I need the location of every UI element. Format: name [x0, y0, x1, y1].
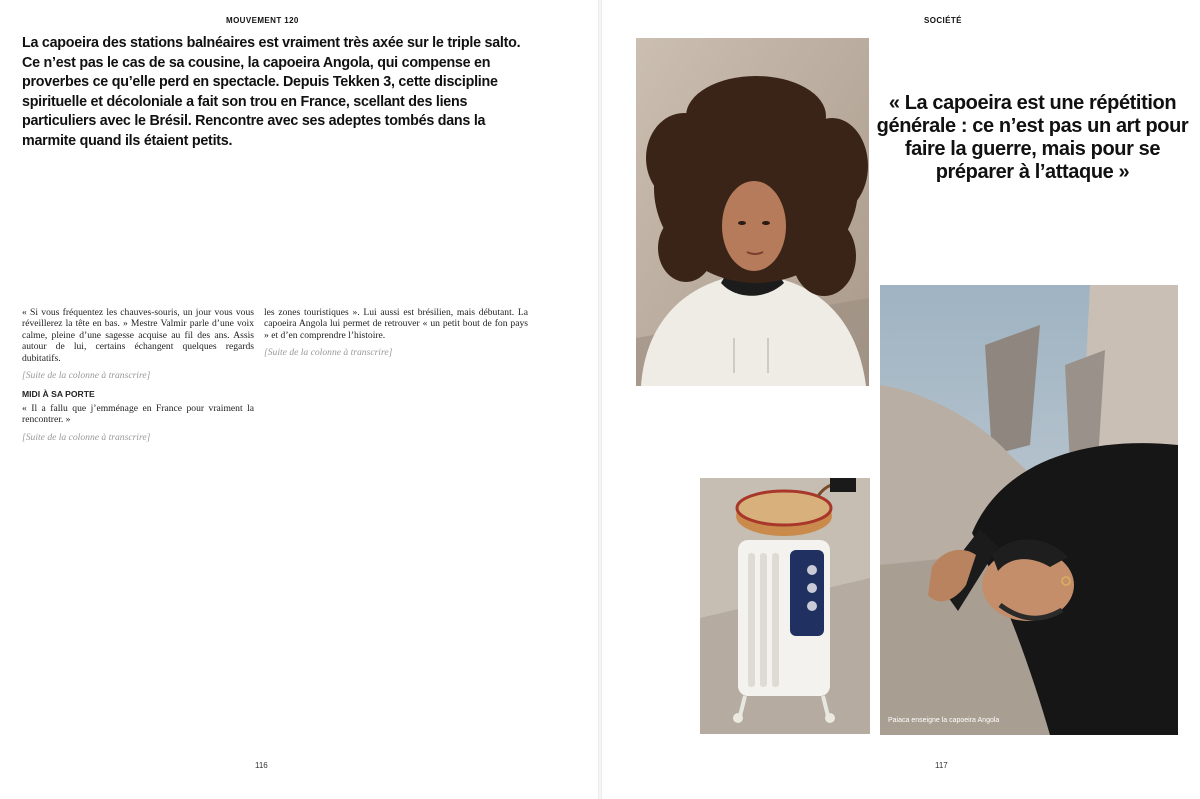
- running-head-right: SOCIÉTÉ: [924, 16, 962, 25]
- portrait-photo-woman-illustration: [636, 38, 869, 386]
- body-column-2: [264, 307, 528, 739]
- photo-caption: Paiaca enseigne la capoeira Angola: [888, 717, 1000, 724]
- portrait-photo-woman: [636, 38, 869, 386]
- photo-radiator-drum-illustration: [700, 478, 870, 734]
- photo-man-sky-illustration: [880, 285, 1178, 735]
- body-column-1: [22, 307, 254, 739]
- subhead-midi-a-sa-porte: MIDI À SA PORTE: [22, 389, 95, 400]
- pull-quote: « La capoeira est une répétition générale : ce n’est pas un art pour faire la guerre, mais pour se préparer à l’attaque »: [876, 92, 1189, 183]
- column-1-pending-note: [Suite de la colonne à transcrire]: [22, 370, 151, 382]
- photo-radiator-drum: [700, 478, 870, 734]
- column-2-pending-note: [Suite de la colonne à transcrire]: [264, 347, 393, 359]
- page-number-left: 116: [255, 761, 268, 770]
- column-1-text: « Si vous fréquentez les chauves-souris, un jour vous vous réveillerez la tête en bas. » Mestre Valmir parle d’une voix calme, pleine d’une sagesse acquise au fil des ans. Assis autour de lui, certains échangent quelques regards dubitatifs.: [22, 307, 254, 364]
- article-lead: La capoeira des stations balnéaires est vraiment très axée sur le triple salto. Ce n’est pas le cas de sa cousine, la capoeira Angola, qui compense en proverbes ce qu’elle perd en spectacle. Depuis Tekken 3, cette discipline spirituelle et décoloniale a fait son trou en France, scellant des liens particuliers avec le Brésil. Rencontre avec ses adeptes tombés dans la marmite quand ils étaient petits.: [22, 35, 521, 149]
- photo-man-sky: [880, 285, 1178, 735]
- column-1-text-after-subhead: « Il a fallu que j’emménage en France pour vraiment la rencontrer. »: [22, 402, 254, 426]
- running-head-left: MOUVEMENT 120: [226, 16, 299, 25]
- page-number-right: 117: [935, 761, 948, 770]
- left-page: [0, 0, 598, 799]
- column-1-pending-note-end: [Suite de la colonne à transcrire]: [22, 431, 151, 443]
- column-2-text: les zones touristiques ». Lui aussi est brésilien, mais débutant. La capoeira Angola lui permet de retrouver « un petit bout de fon pays » et d’en comprendre l’histoire.: [264, 307, 528, 341]
